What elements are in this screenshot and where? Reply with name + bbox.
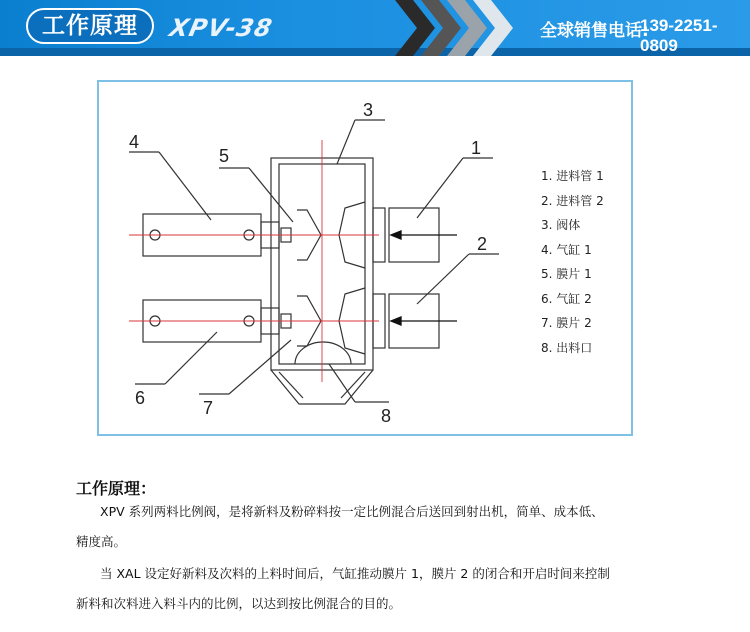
paragraph-line: XPV 系列两料比例阀，是将新料及粉碎料按一定比例混合后送回到射出机，简单、成本低、	[100, 504, 604, 519]
phone-label: 全球销售电话:	[540, 21, 649, 41]
banner-stripe	[0, 48, 750, 56]
paragraph-line: 新料和次料进入料斗内的比例，以达到按比例混合的目的。	[76, 596, 402, 611]
legend-item: 1. 进料管 1	[541, 169, 604, 183]
callout-6: 6	[135, 388, 146, 408]
legend-item: 7. 膜片 2	[541, 316, 592, 330]
phone-number[interactable]: 139-2251-0809	[640, 16, 718, 55]
header-banner	[0, 0, 750, 56]
legend-item: 3. 阀体	[541, 218, 581, 232]
legend	[541, 164, 631, 360]
callout-7: 7	[203, 398, 214, 418]
paragraph-line: 当 XAL 设定好新料及次料的上料时间后，气缸推动膜片 1，膜片 2 的闭合和开启时间来控制	[100, 566, 610, 581]
callout-3: 3	[363, 100, 374, 120]
section-title: 工作原理：	[76, 479, 157, 498]
legend-item: 5. 膜片 1	[541, 267, 592, 281]
outlet-arc	[295, 342, 351, 364]
legend-item: 6. 气缸 2	[541, 291, 592, 306]
paragraph-2	[76, 559, 676, 619]
paragraph-line: 精度高。	[76, 534, 127, 549]
callout-2: 2	[477, 234, 488, 254]
legend-item: 2. 进料管 2	[541, 193, 604, 208]
diagram-frame	[97, 80, 633, 436]
legend-item: 8. 出料口	[541, 340, 593, 355]
paragraph-1	[76, 497, 676, 557]
title-badge	[26, 8, 154, 44]
callout-1: 1	[471, 138, 482, 158]
callout-4: 4	[129, 132, 140, 152]
callout-8: 8	[381, 406, 392, 426]
page-title: 工作原理	[42, 13, 138, 39]
chevron-arrows-icon	[395, 0, 535, 56]
model-name: XPV-38	[167, 14, 276, 42]
legend-item: 4. 气缸 1	[541, 242, 592, 257]
callout-5: 5	[219, 146, 230, 166]
